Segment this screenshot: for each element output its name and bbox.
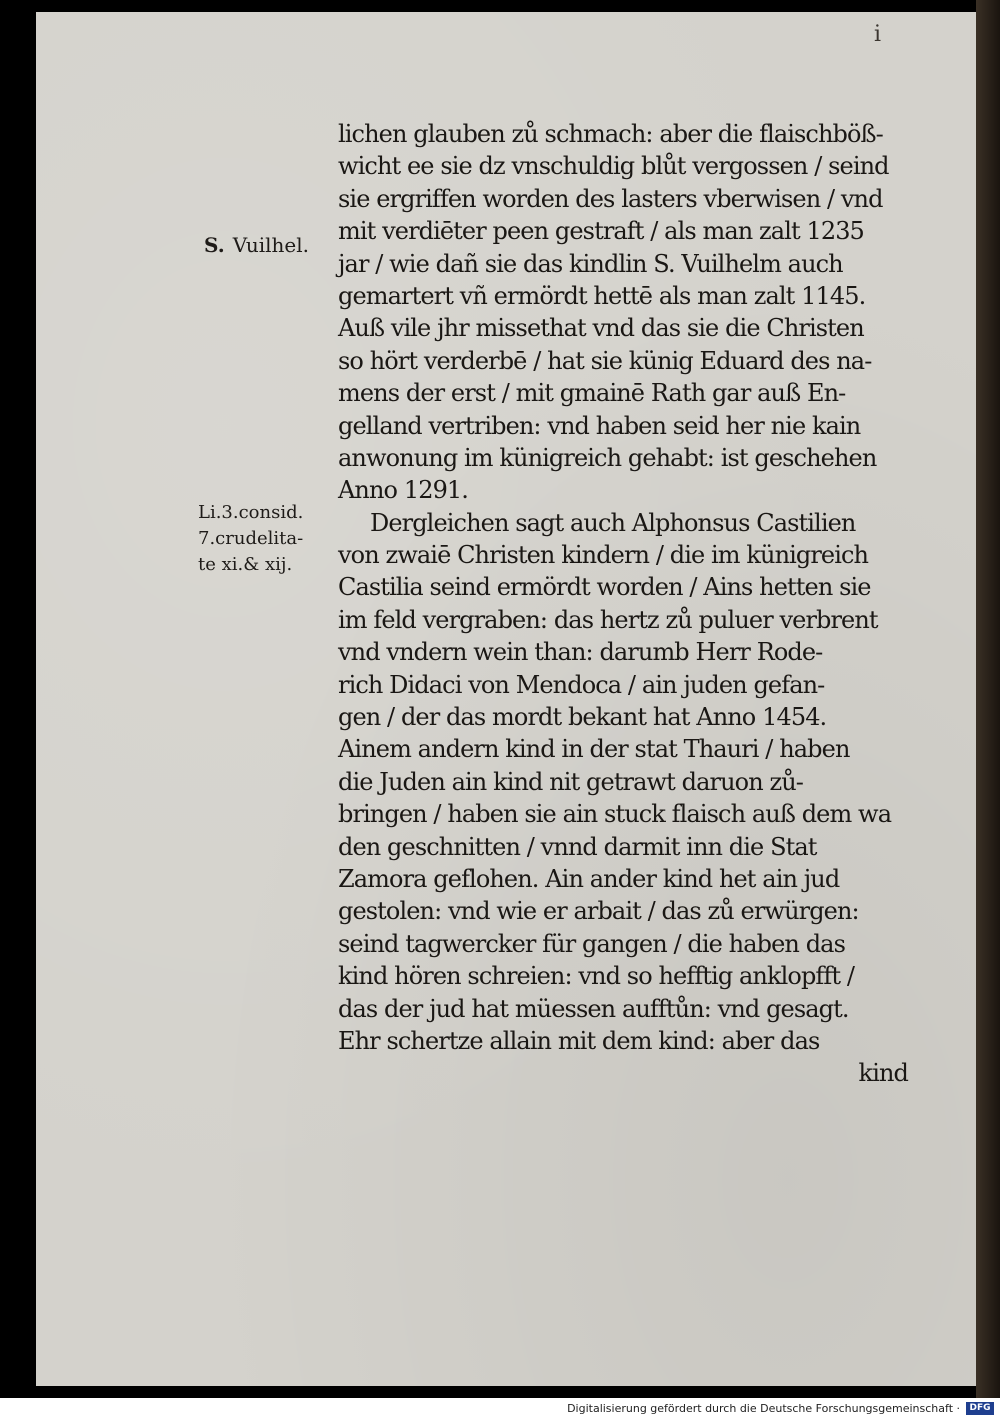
marginal-note-line: 7.crudelita‑ bbox=[198, 528, 304, 549]
text-line: den geschnitten / vnnd darmit inn die Stat bbox=[338, 832, 817, 861]
text-line: sie ergriffen worden des lasters vberwisen / vnd bbox=[338, 184, 883, 213]
text-line: mens der erst / mit gmainē Rath gar auß En‑ bbox=[338, 379, 846, 408]
marginal-note-text: Vuilhel. bbox=[232, 233, 310, 257]
text-line: Castilia seind ermördt worden / Ains hetten sie bbox=[338, 573, 871, 602]
text-line: so hört verderbē / hat sie künig Eduard des na‑ bbox=[338, 346, 872, 375]
paragraph-start-line: Dergleichen sagt auch Alphonsus Castilien bbox=[370, 508, 856, 537]
dfg-logo: DFG bbox=[966, 1402, 994, 1415]
text-line: von zwaiē Christen kindern / die im künigreich bbox=[338, 541, 869, 570]
text-line: anwonung im künigreich gehabt: ist geschehen bbox=[338, 443, 877, 472]
marginal-note-vuilhel bbox=[204, 232, 309, 258]
text-line: lichen glauben zů schmach: aber die flaischböß‑ bbox=[338, 120, 883, 148]
footer-bar bbox=[0, 1398, 1000, 1420]
text-line: gemartert vñ ermördt hettē als man zalt 1145. bbox=[338, 281, 866, 310]
marginal-note-line: te xi.& xij. bbox=[198, 554, 293, 575]
text-line: die Juden ain kind nit getrawt daruon zů‑ bbox=[338, 767, 804, 796]
text-line: seind tagwercker für gangen / die haben das bbox=[338, 929, 845, 958]
main-text-block bbox=[338, 118, 938, 1090]
catchword: kind bbox=[858, 1059, 908, 1088]
text-line: jar / wie dañ sie das kindlin S. Vuilhelm auch bbox=[338, 249, 843, 278]
text-line: gestolen: vnd wie er arbait / das zů erwürgen: bbox=[338, 897, 859, 926]
text-line: das der jud hat müessen aufftůn: vnd gesagt. bbox=[338, 994, 849, 1023]
text-line: Ehr schertze allain mit dem kind: aber das bbox=[338, 1026, 820, 1055]
text-line: rich Didaci von Mendoca / ain juden gefan‑ bbox=[338, 670, 825, 699]
text-line: kind hören schreien: vnd so hefftig anklopfft / bbox=[338, 962, 855, 991]
text-line: im feld vergraben: das hertz zů puluer verbrent bbox=[338, 605, 878, 634]
marginal-note-mark: S. bbox=[204, 233, 225, 257]
funding-credit: Digitalisierung gefördert durch die Deutsche Forschungsgemeinschaft · bbox=[567, 1402, 960, 1415]
text-line: vnd vndern wein than: darumb Herr Rode‑ bbox=[338, 638, 823, 667]
text-line: mit verdiēter peen gestraft / als man zalt 1235 bbox=[338, 217, 864, 246]
text-line: gen / der das mordt bekant hat Anno 1454. bbox=[338, 703, 827, 732]
folio-number: i bbox=[874, 22, 882, 47]
text-line: Anno 1291. bbox=[338, 476, 469, 505]
text-line: bringen / haben sie ain stuck flaisch auß dem wa bbox=[338, 800, 892, 829]
marginal-note-line: Li.3.consid. bbox=[198, 502, 304, 523]
text-line: Ainem andern kind in der stat Thauri / haben bbox=[338, 735, 850, 764]
marginal-note-reference bbox=[198, 500, 328, 578]
binding-edge bbox=[976, 0, 1000, 1398]
text-line: wicht ee sie dz vnschuldig blůt vergossen / seind bbox=[338, 152, 889, 181]
text-line: Auß vile jhr missethat vnd das sie die Christen bbox=[338, 314, 864, 343]
text-line: Zamora geflohen. Ain ander kind het ain jud bbox=[338, 864, 840, 893]
text-line: gelland vertriben: vnd haben seid her nie kain bbox=[338, 411, 861, 440]
